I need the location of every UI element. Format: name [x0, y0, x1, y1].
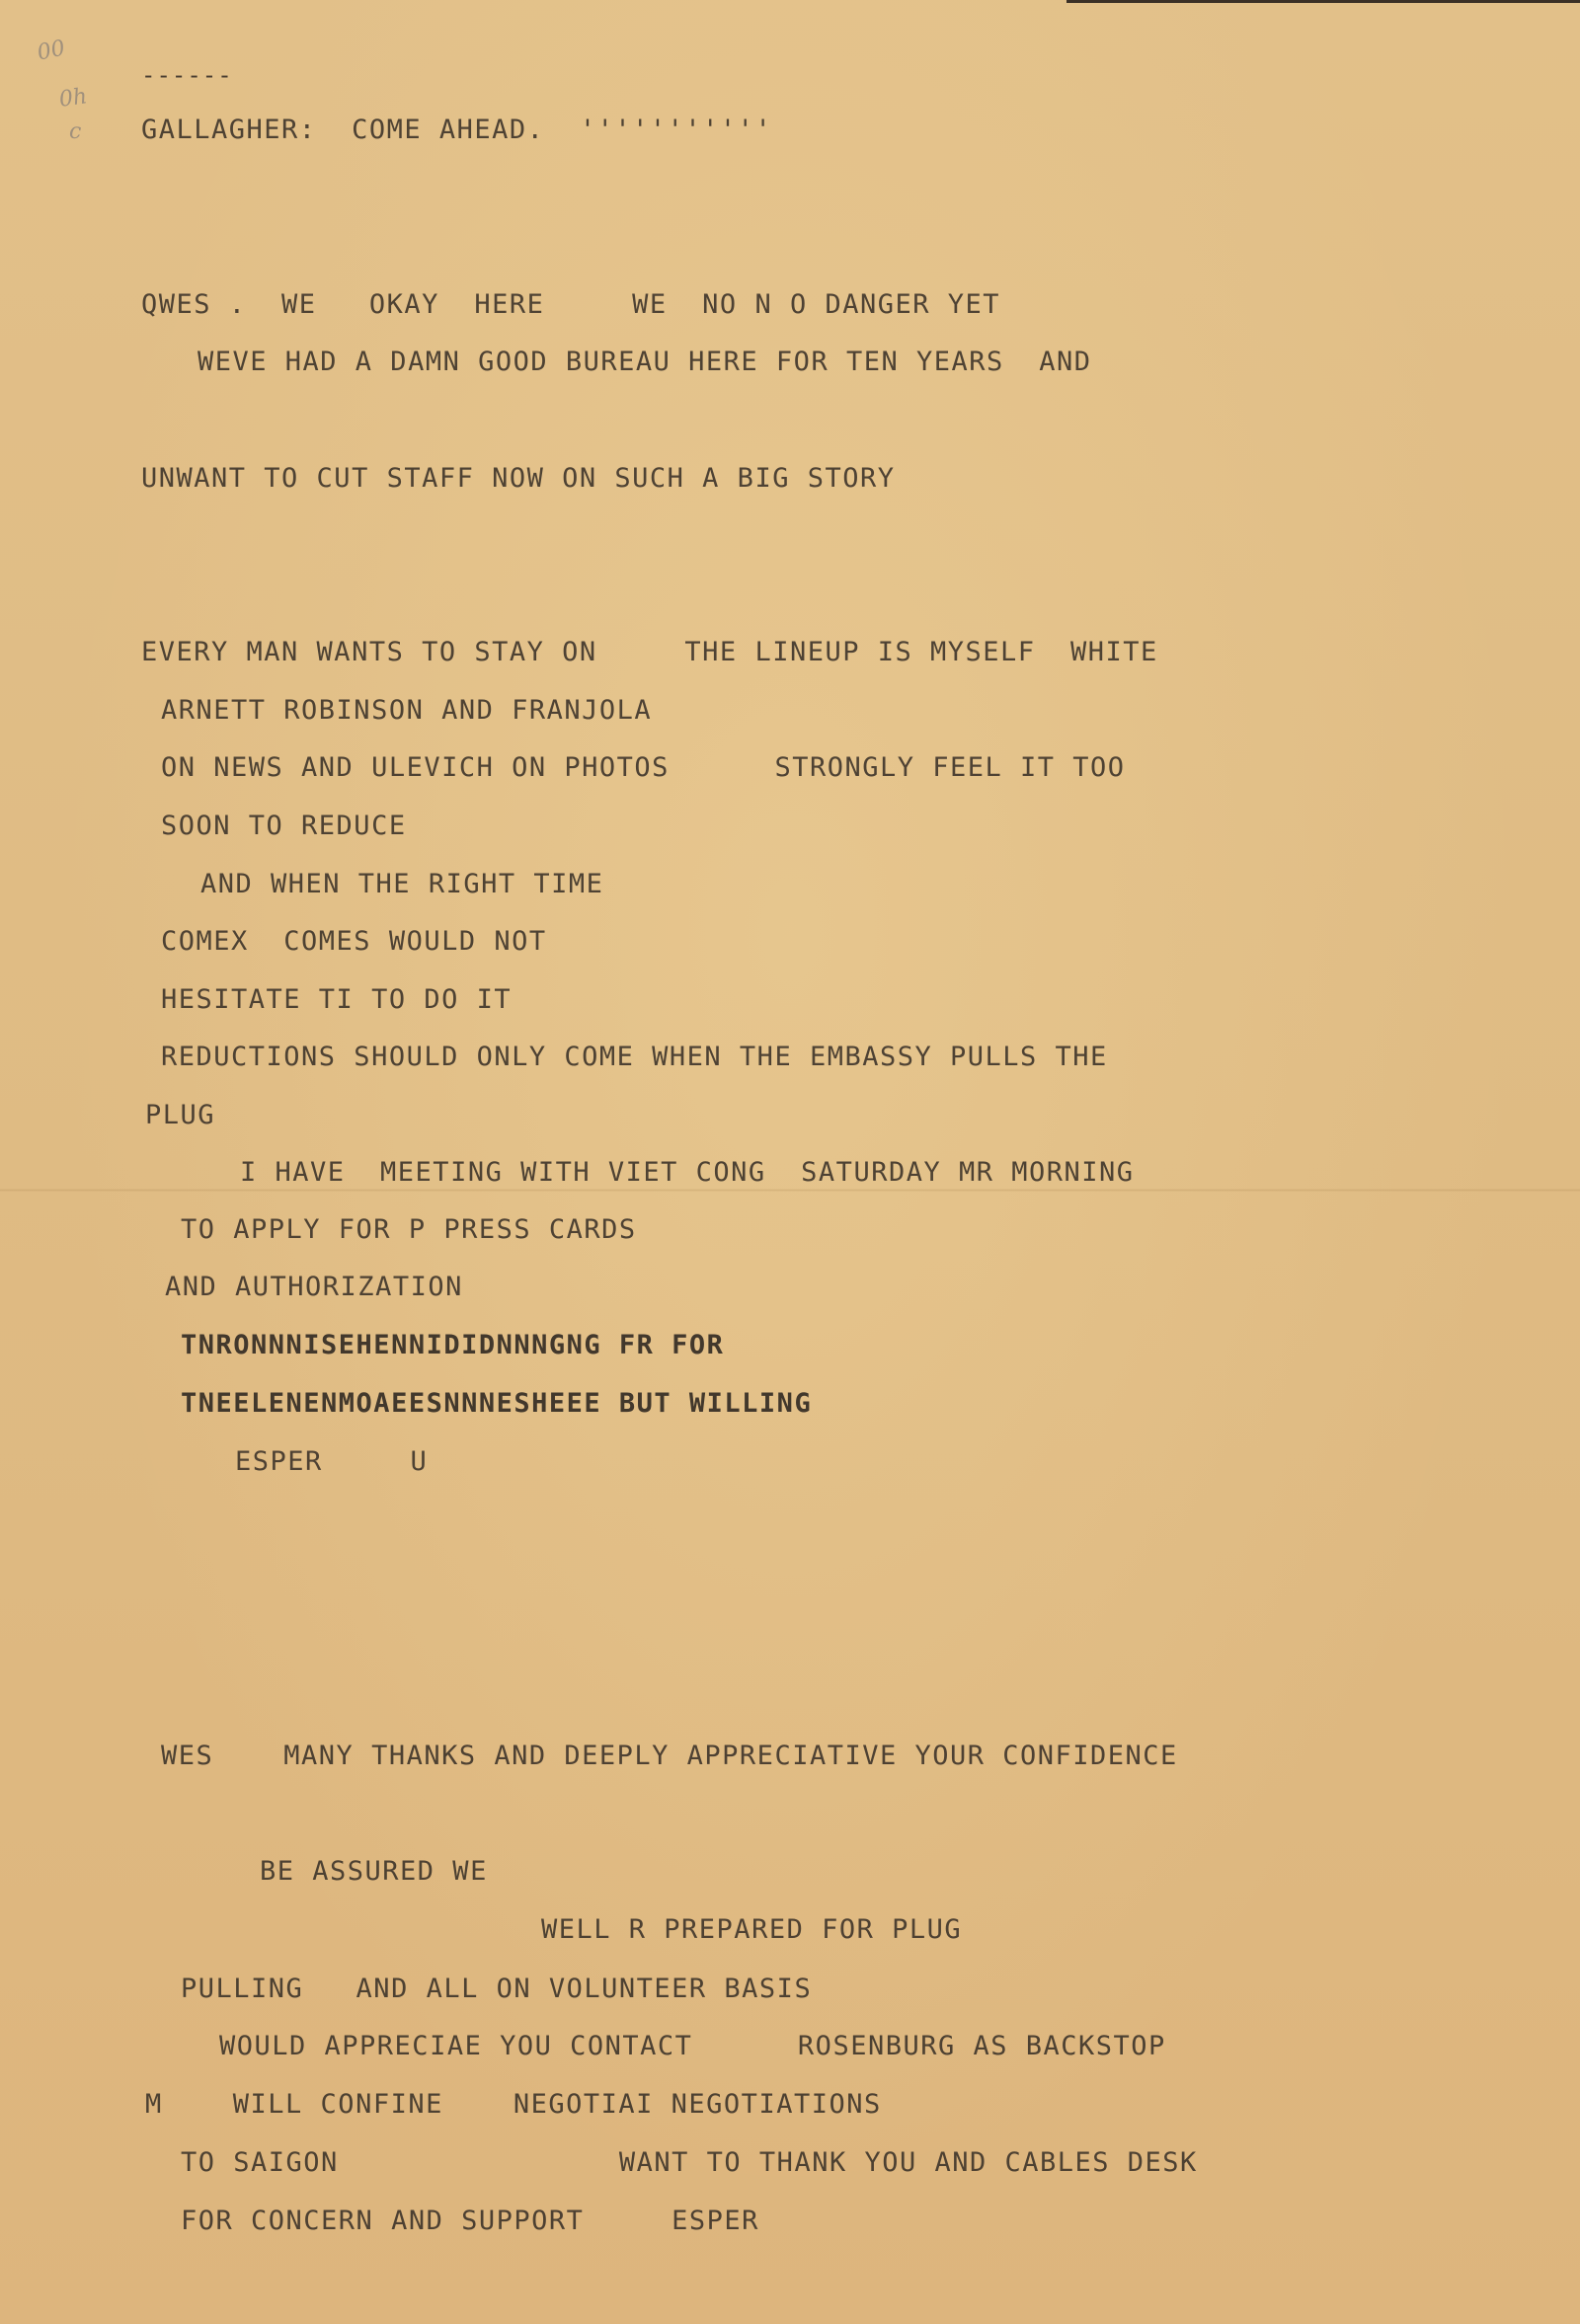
message-1-line: QWES . WE OKAY HERE WE NO N O DANGER YET [141, 289, 1001, 320]
message-2-line: TO SAIGON WANT TO THANK YOU AND CABLES DESK [181, 2147, 1198, 2178]
paper-fold-line [0, 1189, 1580, 1192]
message-1-line: REDUCTIONS SHOULD ONLY COME WHEN THE EMBASSY PULLS THE [161, 1042, 1108, 1072]
message-1-line: PLUG [145, 1100, 216, 1130]
message-2-line: BE ASSURED WE [260, 1856, 488, 1887]
message-2-line: WES MANY THANKS AND DEEPLY APPRECIATIVE YOUR CONFIDENCE [161, 1741, 1178, 1771]
message-1-signature: ESPER U [235, 1446, 429, 1477]
message-1-line: HESITATE TI TO DO IT [161, 984, 513, 1015]
message-1-line: EVERY MAN WANTS TO STAY ON THE LINEUP IS MYSELF WHITE [141, 637, 1158, 667]
pencil-note-line-2: 0h [57, 84, 89, 113]
pencil-note-line-3: c [69, 119, 82, 144]
message-2-line: M WILL CONFINE NEGOTIAI NEGOTIATIONS [145, 2089, 882, 2120]
message-1-line: I HAVE MEETING WITH VIET CONG SATURDAY MR MORNING [240, 1157, 1135, 1188]
overstruck-line: TNRONNNISEHENNIDIDNNNGNG FR FOR [181, 1330, 725, 1360]
message-1-line: UNWANT TO CUT STAFF NOW ON SUCH A BIG STORY [141, 463, 896, 494]
message-2-line: PULLING AND ALL ON VOLUNTEER BASIS [181, 1974, 813, 2004]
overstruck-line: TNEELENENMOAEESNNNESHEEE BUT WILLING [181, 1388, 813, 1419]
message-2-line: WELL R PREPARED FOR PLUG [541, 1914, 963, 1945]
message-1-line: COMEX COMES WOULD NOT [161, 926, 547, 957]
message-1-line: ON NEWS AND ULEVICH ON PHOTOS STRONGLY FEEL IT TOO [161, 752, 1126, 783]
message-1-line: WEVE HAD A DAMN GOOD BUREAU HERE FOR TEN YEARS AND [198, 347, 1092, 377]
pencil-note-line-1: 00 [35, 36, 68, 66]
header-dashes: ------ [141, 61, 233, 89]
message-1-line: AND AUTHORIZATION [165, 1272, 463, 1302]
message-1-line: SOON TO REDUCE [161, 811, 407, 841]
message-1-line: TO APPLY FOR P PRESS CARDS [181, 1214, 637, 1245]
top-edge-rule [1066, 0, 1580, 3]
message-1-line: ARNETT ROBINSON AND FRANJOLA [161, 695, 653, 726]
message-1-line: AND WHEN THE RIGHT TIME [200, 869, 604, 899]
message-2-signature-line: FOR CONCERN AND SUPPORT ESPER [181, 2206, 759, 2236]
header-from-line: GALLAGHER: COME AHEAD. ''''''''''' [141, 115, 773, 145]
message-2-line: WOULD APPRECIAE YOU CONTACT ROSENBURG AS BACKSTOP [219, 2031, 1166, 2061]
